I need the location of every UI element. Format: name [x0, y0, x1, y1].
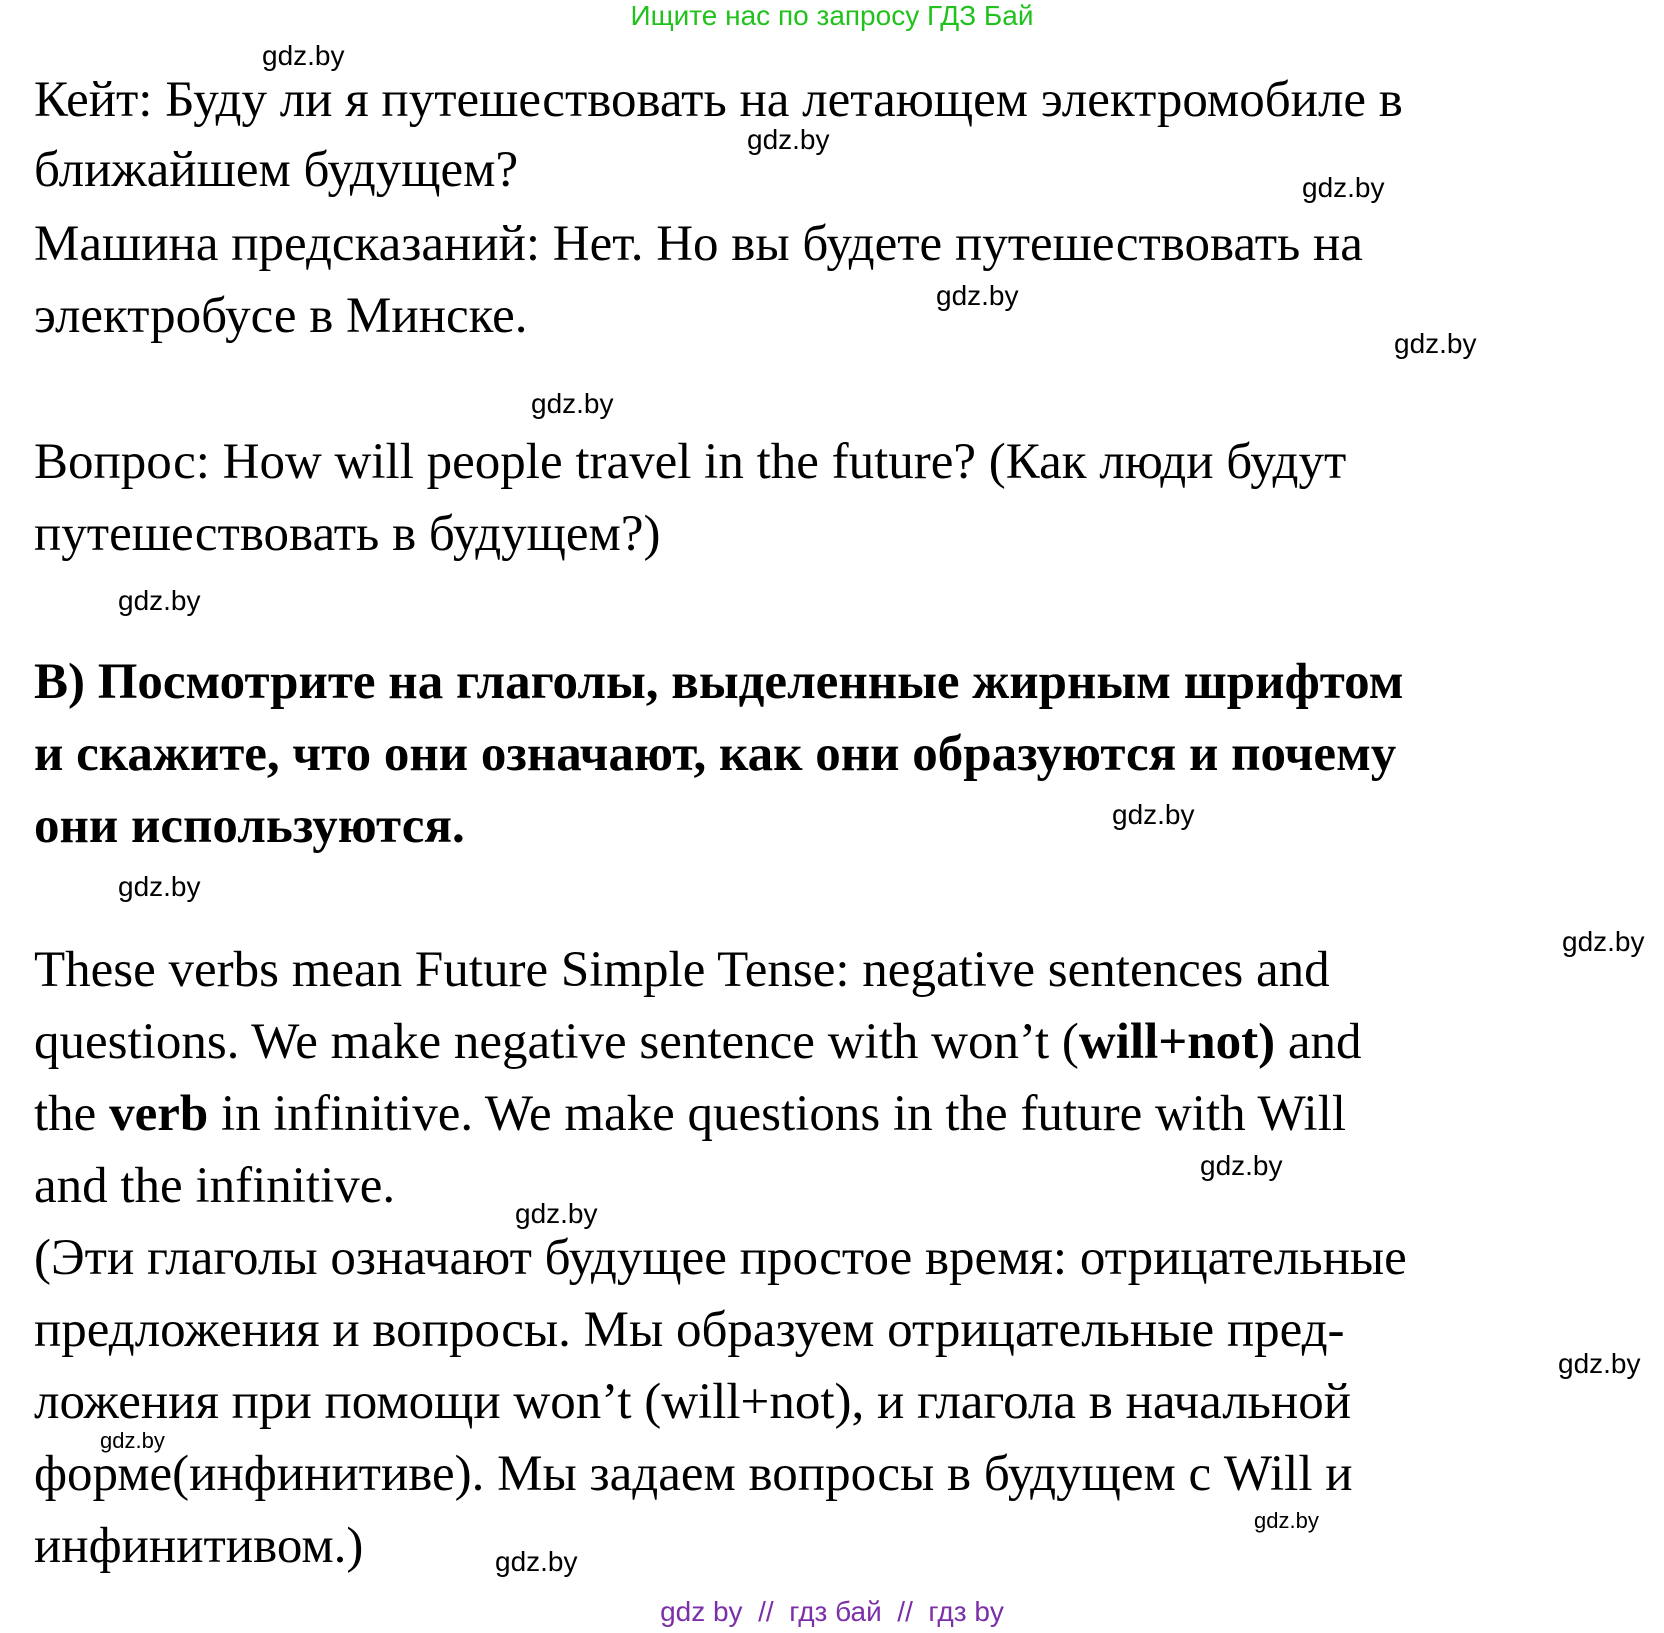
answer-ru-line4: форме(инфинитиве). Мы задаем вопросы в будущем с Will и	[34, 1446, 1353, 1502]
watermark: gdz.by	[262, 40, 345, 71]
answer-en-line3-bold: verb	[109, 1086, 209, 1142]
answer-en-line4: and the infinitive.	[34, 1158, 396, 1214]
watermark: gdz.by	[1562, 926, 1645, 957]
watermark: gdz.by	[1394, 328, 1477, 359]
answer-ru-line3: ложения при помощи won’t (will+not), и глагола в начальной	[34, 1374, 1351, 1430]
answer-en-line2-bold: will+not)	[1078, 1014, 1276, 1070]
answer-en-line3-text-a: the	[34, 1086, 110, 1142]
footer-site-links: gdz by // гдз бай // гдз by	[660, 1596, 1004, 1627]
kate-question-line2: ближайшем будущем?	[34, 142, 519, 198]
search-hint-banner: Ищите нас по запросу ГДЗ Бай	[630, 0, 1034, 31]
watermark: gdz.by	[515, 1198, 598, 1229]
task-b-heading-line1: B) Посмотрите на глаголы, выделенные жирным шрифтом	[34, 654, 1404, 710]
watermark: gdz.by	[100, 1428, 165, 1453]
question-line1: Вопрос: How will people travel in the future? (Как люди будут	[34, 434, 1347, 490]
task-b-heading-line3: они используются.	[34, 798, 465, 854]
watermark: gdz.by	[531, 388, 614, 419]
watermark: gdz.by	[747, 124, 830, 155]
watermark: gdz.by	[1112, 799, 1195, 830]
watermark: gdz.by	[495, 1546, 578, 1577]
watermark: gdz.by	[936, 280, 1019, 311]
answer-en-line2-text-a: questions. We make negative sentence with won’t (	[34, 1014, 1079, 1070]
machine-answer-line1: Машина предсказаний: Нет. Но вы будете путешествовать на	[34, 216, 1363, 272]
watermark: gdz.by	[1302, 172, 1385, 203]
watermark: gdz.by	[1558, 1348, 1641, 1379]
question-line2: путешествовать в будущем?)	[34, 506, 661, 562]
watermark: gdz.by	[1254, 1508, 1319, 1533]
task-b-heading-line2: и скажите, что они означают, как они образуются и почему	[34, 726, 1397, 782]
answer-ru-line2: предложения и вопросы. Мы образуем отрицательные пред-	[34, 1302, 1345, 1358]
answer-en-line3-text-b: in infinitive. We make questions in the future with Will	[208, 1086, 1347, 1142]
answer-en-line1: These verbs mean Future Simple Tense: negative sentences and	[34, 942, 1330, 998]
answer-en-line3	[34, 1084, 1346, 1144]
kate-question-line1: Кейт: Буду ли я путешествовать на летающем электромобиле в	[34, 72, 1403, 128]
watermark: gdz.by	[118, 871, 201, 902]
answer-en-line2-text-b: and	[1275, 1014, 1362, 1070]
answer-ru-line1: (Эти глаголы означают будущее простое время: отрицательные	[34, 1230, 1407, 1286]
machine-answer-line2: электробусе в Минске.	[34, 288, 528, 344]
watermark: gdz.by	[118, 585, 201, 616]
answer-ru-line5: инфинитивом.)	[34, 1518, 364, 1574]
watermark: gdz.by	[1200, 1150, 1283, 1181]
answer-en-line2	[34, 1012, 1362, 1072]
